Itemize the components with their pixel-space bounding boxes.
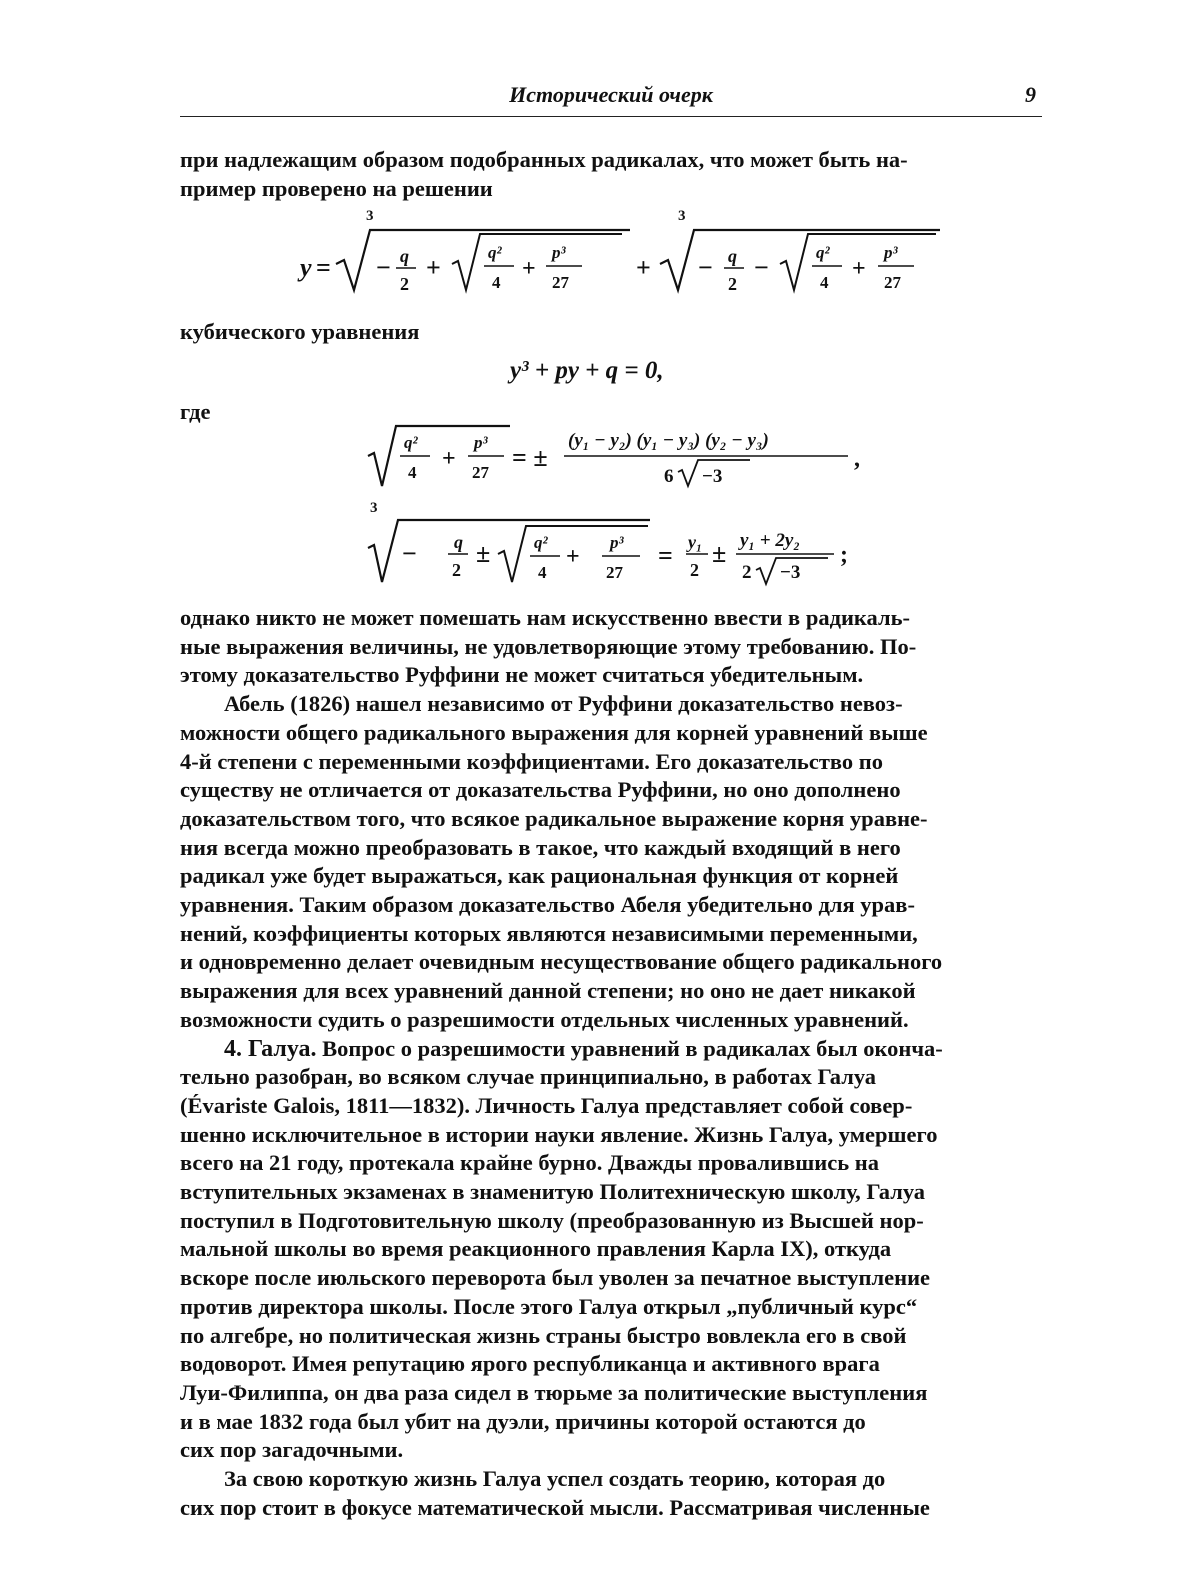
frac-den: 27 xyxy=(552,273,569,292)
text-line: вступительных экзаменах в знаменитую Политехническую школу, Галуа xyxy=(180,1179,926,1205)
frac-den: 27 xyxy=(884,273,901,292)
formula-minus: − xyxy=(754,253,769,282)
root-index: 3 xyxy=(366,208,374,224)
root-index: 3 xyxy=(370,500,378,516)
text-line: где xyxy=(180,399,211,424)
text-line: сих пор стоит в фокусе математической мысли. Рассматривая численные xyxy=(180,1494,930,1520)
header-title: Исторический очерк xyxy=(509,82,713,107)
formula-plus: + xyxy=(636,253,651,282)
text-line: ния всегда можно преобразовать в такое, что каждый входящий в него xyxy=(180,834,901,860)
frac-num: p³ xyxy=(474,433,488,452)
text-line: мальной школы во время реакционного правления Карла IX), откуда xyxy=(180,1236,892,1262)
text-line: ные выражения величины, не удовлетворяющие этому требованию. По- xyxy=(180,633,917,659)
frac-num: q² xyxy=(816,243,830,262)
frac-den: 2 xyxy=(690,560,699,580)
text-line: и в мае 1832 года был убит на дуэли, причины которой остаются до xyxy=(180,1408,866,1434)
frac-den: 4 xyxy=(492,273,501,292)
formula-pm: ± xyxy=(476,539,491,568)
text-line: Абель (1826) нашел независимо от Руффини доказательство невоз- xyxy=(224,691,903,717)
text-line: водоворот. Имея репутацию ярого республиканца и активного врага xyxy=(180,1351,880,1377)
formula-minus: − xyxy=(698,253,713,282)
section-heading: 4. Галуа. xyxy=(224,1035,317,1062)
text-line: (Évariste Galois, 1811—1832). Личность Галуа представляет собой совер- xyxy=(180,1092,913,1118)
frac-den: 27 xyxy=(606,563,623,582)
text-line: радикал уже будет выражаться, как рациональная функция от корней xyxy=(180,863,899,889)
formula-eq: = xyxy=(658,541,673,570)
formula-y: y xyxy=(300,253,312,282)
frac-den: 2 xyxy=(728,274,737,294)
text-line: шенно исключительное в истории науки явление. Жизнь Галуа, умершего xyxy=(180,1121,938,1147)
cardano-formula xyxy=(300,206,950,296)
text-line: однако никто не может помешать нам искусственно ввести в радикаль- xyxy=(180,605,911,630)
text-span: Вопрос о разрешимости уравнений в радикалах был оконча- xyxy=(322,1035,943,1061)
text-line: вскоре после июльского переворота был уволен за печатное выступление xyxy=(180,1265,931,1291)
text-line: доказательством того, что всякое радикальное выражение корня уравне- xyxy=(180,805,928,831)
equation-text: y³ + py + q = 0, xyxy=(510,357,664,384)
frac-num: p³ xyxy=(884,243,898,262)
text-line: 4-й степени с переменными коэффициентами. Его доказательство по xyxy=(180,748,883,774)
formula-comma: , xyxy=(854,446,860,472)
radical-sign xyxy=(452,234,622,290)
header-rule xyxy=(180,116,1042,117)
text-line: сих пор загадочными. xyxy=(180,1437,404,1463)
root-index: 3 xyxy=(678,208,686,224)
text-line: этому доказательство Руффини не может считаться убедительным. xyxy=(180,662,864,688)
den-radicand: −3 xyxy=(780,562,801,583)
text-line: тельно разобран, во всяком случае принципиально, в работах Галуа xyxy=(180,1064,877,1090)
text-line: кубического уравнения xyxy=(180,319,420,344)
formula-plus: + xyxy=(566,544,580,570)
text-line: против директора школы. После этого Галуа открыл „публичный курс“ xyxy=(180,1293,918,1319)
formula-eq-pm: = ± xyxy=(512,443,548,472)
formula-eq: = xyxy=(316,253,331,282)
frac-num: q xyxy=(400,246,409,266)
frac-num: y₁ + 2y₂ xyxy=(740,530,800,551)
text-line: по алгебре, но политическая жизнь страны быстро вовлекла его в свой xyxy=(180,1322,907,1348)
formula-pm: ± xyxy=(712,539,727,568)
den-coef: 2 xyxy=(742,562,752,583)
frac-num: q² xyxy=(488,243,502,262)
text-line: возможности судить о разрешимости отдельных численных уравнений. xyxy=(180,1006,909,1032)
text-line: выражения для всех уравнений данной степени; но оно не дает никакой xyxy=(180,978,916,1004)
cube-root-formula xyxy=(368,498,868,588)
text-line: уравнения. Таким образом доказательство Абеля убедительно для урав- xyxy=(180,892,915,918)
frac-num: q xyxy=(728,246,737,266)
text-line: За свою короткую жизнь Галуа успел создать теорию, которая до xyxy=(224,1466,886,1492)
formula-minus: − xyxy=(402,539,417,568)
frac-den: 4 xyxy=(408,463,417,482)
running-header xyxy=(180,78,1042,118)
formula-semicolon: ; xyxy=(840,542,848,568)
intro-paragraph xyxy=(180,146,1042,203)
text-line: пример проверено на решении xyxy=(180,175,493,201)
frac-den: 2 xyxy=(452,560,461,580)
frac-den: 4 xyxy=(538,563,547,582)
den-radicand: −3 xyxy=(702,466,723,487)
formula-plus: + xyxy=(426,253,441,282)
body-text xyxy=(180,604,1042,1523)
frac-num: q² xyxy=(534,533,548,552)
text-line: Луи-Филиппа, он два раза сидел в тюрьме за политические выступления xyxy=(180,1379,928,1405)
frac-num: (y₁ − y₂) (y₁ − y₃) (y₂ − y₃) xyxy=(568,430,769,451)
formula-plus: + xyxy=(522,256,536,282)
cubic-intro xyxy=(180,318,1042,347)
cubic-equation xyxy=(510,350,750,390)
den-coef: 6 xyxy=(664,466,674,487)
text-line: поступил в Подготовительную школу (преобразованную из Высшей нор- xyxy=(180,1207,924,1233)
formula-plus: + xyxy=(442,446,456,472)
text-line: существу не отличается от доказательства Руффини, но оно дополнено xyxy=(180,777,901,803)
frac-num: y₁ xyxy=(688,532,703,552)
text-line xyxy=(180,1035,1042,1064)
frac-num: p³ xyxy=(610,533,624,552)
text-line: и одновременно делает очевидным несуществование общего радикального xyxy=(180,949,943,975)
text-line: при надлежащим образом подобранных радикалах, что может быть на- xyxy=(180,147,908,172)
text-line: нений, коэффициенты которых являются независимыми переменными, xyxy=(180,920,918,946)
text-line: можности общего радикального выражения для корней уравнений выше xyxy=(180,719,928,745)
formula-plus: + xyxy=(852,256,866,282)
frac-den: 4 xyxy=(820,273,829,292)
frac-den: 27 xyxy=(472,463,489,482)
text-line: всего на 21 году, протекала крайне бурно. Дважды провалившись на xyxy=(180,1150,879,1176)
frac-num: p³ xyxy=(552,243,566,262)
frac-num: q² xyxy=(404,433,418,452)
page-number: 9 xyxy=(1025,82,1036,107)
formula-minus: − xyxy=(376,253,391,282)
frac-den: 2 xyxy=(400,274,409,294)
discriminant-formula xyxy=(368,416,868,490)
frac-num: q xyxy=(454,532,463,552)
